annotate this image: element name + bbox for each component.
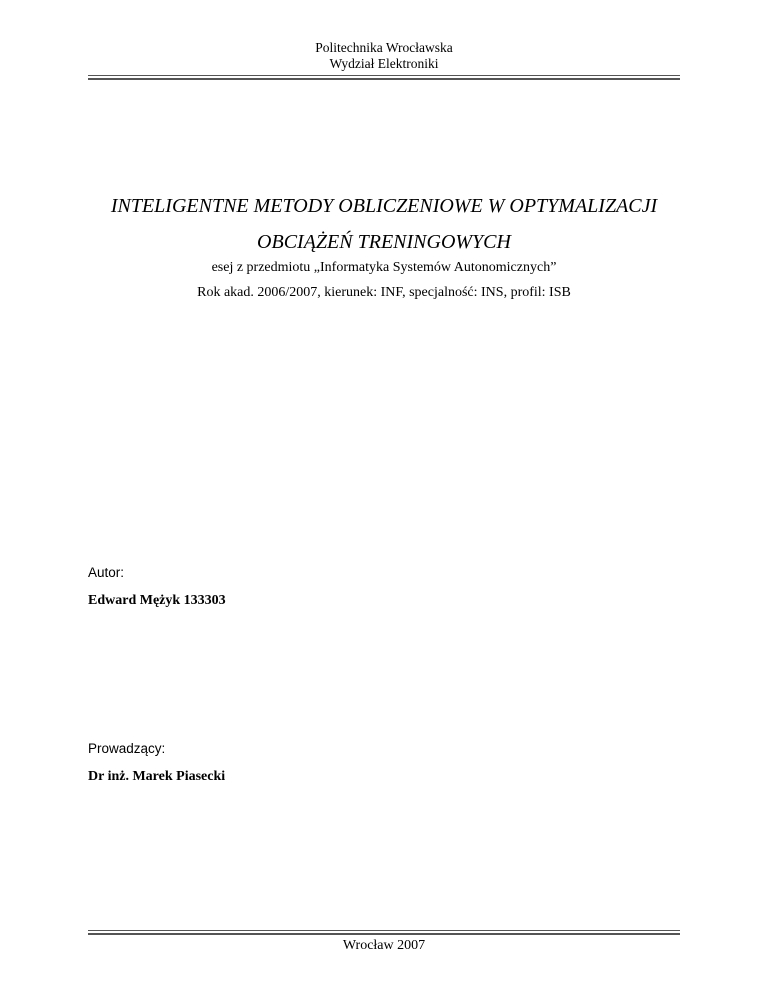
course-info: Rok akad. 2006/2007, kierunek: INF, specjalność: INS, profil: ISB <box>197 285 571 300</box>
author-name: Edward Mężyk 133303 <box>88 593 226 608</box>
faculty-name: Wydział Elektroniki <box>329 56 439 71</box>
title-line-1: INTELIGENTNE METODY OBLICZENIOWE W OPTYMALIZACJI <box>110 195 658 217</box>
supervisor-label: Prowadzący: <box>88 741 166 756</box>
supervisor-name: Dr inż. Marek Piasecki <box>88 769 226 784</box>
document-title <box>0 188 768 260</box>
title-line-2: OBCIĄŻEŃ TRENINGOWYCH <box>257 231 511 253</box>
header-divider <box>88 75 680 80</box>
university-name: Politechnika Wrocławska <box>315 40 453 55</box>
place-and-year: Wrocław 2007 <box>342 938 426 953</box>
document-subtitle: esej z przedmiotu „Informatyka Systemów Autonomicznych” <box>211 260 557 275</box>
page-header <box>0 40 768 72</box>
footer-divider <box>88 930 680 935</box>
author-label: Autor: <box>88 565 125 580</box>
